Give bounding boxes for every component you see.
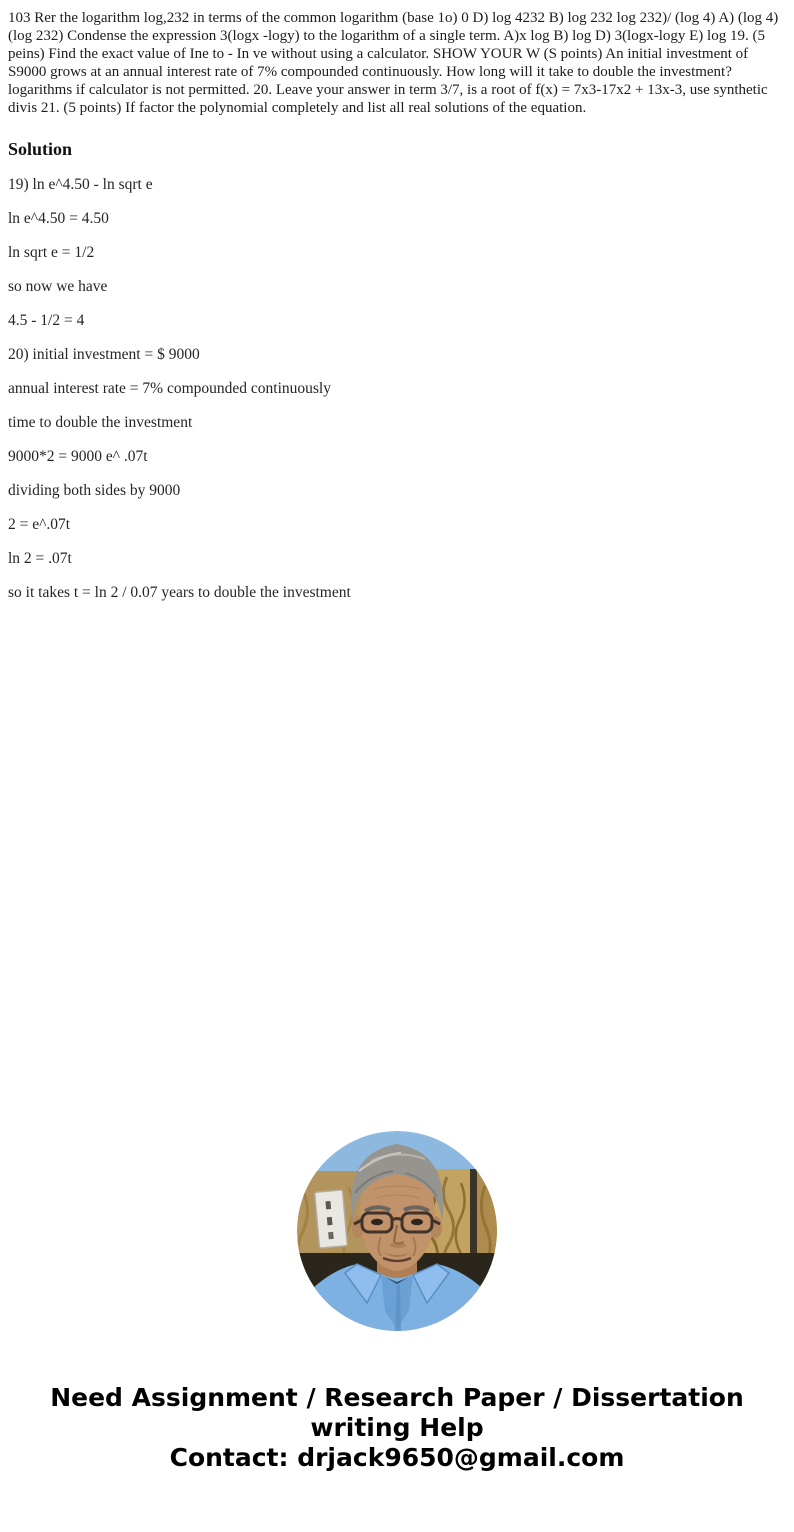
footer-promo bbox=[0, 1383, 794, 1473]
tutor-avatar bbox=[0, 1131, 794, 1331]
solution-line: 19) ln e^4.50 - ln sqrt e bbox=[8, 176, 153, 193]
person-photo-icon bbox=[297, 1131, 497, 1331]
solution-heading: Solution bbox=[8, 139, 73, 159]
solution-line: ln e^4.50 = 4.50 bbox=[8, 210, 109, 227]
solution-line: ln sqrt e = 1/2 bbox=[8, 244, 95, 261]
footer-contact-text: Contact: drjack9650@gmail.com bbox=[169, 1443, 625, 1472]
solution-body bbox=[0, 175, 794, 602]
solution-line: time to double the investment bbox=[8, 414, 193, 431]
solution-line: annual interest rate = 7% compounded continuously bbox=[8, 380, 331, 397]
solution-line: ln 2 = .07t bbox=[8, 550, 72, 567]
solution-line: 20) initial investment = $ 9000 bbox=[8, 346, 200, 363]
question-paragraph: 103 Rer the logarithm log,232 in terms of the common logarithm (base 1o) 0 D) log 4232 B) log 232 log 232)/ (log 4) A) (log 4) (log 232) Condense the expression 3(logx -logy) to the logarithm of a single term. A)x log B) log D) 3(logx-logy E) log 19. (5 peins) Find the exact value of Ine to - In ve without using a calculator. SHOW YOUR W (S points) An initial investment of S9000 grows at an annual interest rate of 7% compounded continuously. How long will it take to double the investment? logarithms if calculator is not permitted. 20. Leave your answer in term 3/7, is a root of f(x) = 7x3-17x2 + 13x-3, use synthetic divis 21. (5 points) If factor the polynomial completely and list all real solutions of the equation. bbox=[8, 10, 779, 116]
solution-line: 9000*2 = 9000 e^ .07t bbox=[8, 448, 148, 465]
wall-switch bbox=[315, 1190, 348, 1248]
solution-line: so it takes t = ln 2 / 0.07 years to double the investment bbox=[8, 584, 351, 601]
solution-line: 2 = e^.07t bbox=[8, 516, 71, 533]
solution-line: so now we have bbox=[8, 278, 108, 295]
solution-line: dividing both sides by 9000 bbox=[8, 482, 181, 499]
footer-help-text: Need Assignment / Research Paper / Dissertation writing Help bbox=[50, 1383, 744, 1442]
solution-line: 4.5 - 1/2 = 4 bbox=[8, 312, 85, 329]
